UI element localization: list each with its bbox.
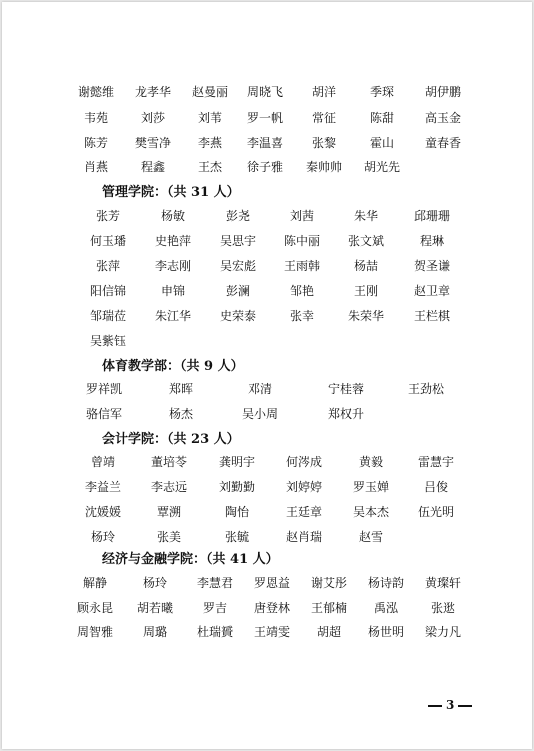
person-name: 罗吉: [202, 601, 228, 615]
person-name: 黄璨轩: [424, 576, 462, 590]
person-name: 刘茜: [289, 209, 315, 223]
person-name: 陈芳: [83, 136, 109, 150]
person-name: 王廷章: [285, 505, 323, 519]
person-name: 覃溯: [156, 505, 182, 519]
person-name: 张文斌: [347, 234, 385, 248]
person-name: 刘苇: [197, 111, 223, 125]
person-name: 王郁楠: [310, 601, 348, 615]
person-name: 邓清: [247, 382, 273, 396]
person-name: 吴紫钰: [89, 334, 127, 348]
person-name: 李温喜: [246, 136, 284, 150]
person-name: 胡光先: [363, 160, 401, 174]
person-name: 谢懿维: [77, 85, 115, 99]
person-name: 邱珊珊: [413, 209, 451, 223]
person-name: 史艳萍: [154, 234, 192, 248]
person-name: 吴本杰: [352, 505, 390, 519]
person-name: 程鑫: [140, 160, 166, 174]
person-name: 陶怡: [224, 505, 250, 519]
person-name: 赵曼丽: [191, 85, 229, 99]
person-name: 唐登林: [253, 601, 291, 615]
person-name: 徐子雅: [246, 160, 284, 174]
person-name: 吴思宇: [219, 234, 257, 248]
person-name: 邹艳: [289, 284, 315, 298]
person-name: 梁力凡: [424, 625, 462, 639]
person-name: 何涔成: [285, 455, 323, 469]
person-name: 伍光明: [417, 505, 455, 519]
person-name: 董培苓: [150, 455, 188, 469]
person-name: 周智雅: [76, 625, 114, 639]
person-name: 解静: [82, 576, 108, 590]
person-name: 杨诗韵: [367, 576, 405, 590]
person-name: 彭澜: [225, 284, 251, 298]
person-name: 沈媛媛: [84, 505, 122, 519]
person-name: 王刚: [353, 284, 379, 298]
person-name: 刘勤勤: [218, 480, 256, 494]
page-number: 3: [446, 698, 455, 712]
person-name: 赵肖瑞: [285, 530, 323, 544]
person-name: 彭尧: [225, 209, 251, 223]
person-name: 龙孝华: [134, 85, 172, 99]
person-name: 申锦: [160, 284, 186, 298]
person-name: 宁桂蓉: [327, 382, 365, 396]
person-name: 杨喆: [353, 259, 379, 273]
person-name: 程琳: [419, 234, 445, 248]
person-name: 顾永昆: [76, 601, 114, 615]
person-name: 季琛: [369, 85, 395, 99]
person-name: 谢艾彤: [310, 576, 348, 590]
person-name: 韦苑: [83, 111, 109, 125]
person-name: 张逖: [430, 601, 456, 615]
person-name: 王雨韩: [283, 259, 321, 273]
person-name: 杨敏: [160, 209, 186, 223]
person-name: 雷慧宇: [417, 455, 455, 469]
page-footer: [428, 698, 472, 712]
person-name: 阳信锦: [89, 284, 127, 298]
person-name: 李志远: [150, 480, 188, 494]
person-name: 王杰: [197, 160, 223, 174]
person-name: 郑权升: [327, 407, 365, 421]
section-heading: 体育教学部：（共 9 人）: [102, 359, 244, 374]
section-heading: 会计学院：（共 23 人）: [102, 432, 240, 447]
person-name: 周晓飞: [246, 85, 284, 99]
person-name: 李慧君: [196, 576, 234, 590]
person-name: 常征: [311, 111, 337, 125]
person-name: 王劲松: [407, 382, 445, 396]
person-name: 吕俊: [423, 480, 449, 494]
person-name: 刘婷婷: [285, 480, 323, 494]
person-name: 樊雪净: [134, 136, 172, 150]
person-name: 邹瑞莅: [89, 309, 127, 323]
person-name: 罗一帆: [246, 111, 284, 125]
person-name: 高玉金: [424, 111, 462, 125]
person-name: 龚明宇: [218, 455, 256, 469]
person-name: 胡洋: [311, 85, 337, 99]
person-name: 罗祥凯: [85, 382, 123, 396]
person-name: 黄毅: [358, 455, 384, 469]
person-name: 李志刚: [154, 259, 192, 273]
person-name: 周璐: [142, 625, 168, 639]
person-name: 禹泓: [373, 601, 399, 615]
person-name: 杨玲: [90, 530, 116, 544]
person-name: 赵卫章: [413, 284, 451, 298]
person-name: 李燕: [197, 136, 223, 150]
person-name: 胡超: [316, 625, 342, 639]
person-name: 张萍: [95, 259, 121, 273]
person-name: 王靖雯: [253, 625, 291, 639]
person-name: 杨世明: [367, 625, 405, 639]
person-name: 陈中丽: [283, 234, 321, 248]
person-name: 张幸: [289, 309, 315, 323]
footer-dash-right: [458, 705, 472, 707]
person-name: 何玉璠: [89, 234, 127, 248]
person-name: 郑晖: [168, 382, 194, 396]
person-name: 朱华: [353, 209, 379, 223]
person-name: 罗玉婵: [352, 480, 390, 494]
person-name: 罗恩益: [253, 576, 291, 590]
person-name: 张芳: [95, 209, 121, 223]
person-name: 吴小周: [241, 407, 279, 421]
person-name: 张黎: [311, 136, 337, 150]
person-name: 贺圣谦: [413, 259, 451, 273]
person-name: 王栏棋: [413, 309, 451, 323]
person-name: 李益兰: [84, 480, 122, 494]
person-name: 朱江华: [154, 309, 192, 323]
person-name: 杜瑞贇: [196, 625, 234, 639]
section-heading: 经济与金融学院：（共 41 人）: [102, 552, 279, 567]
person-name: 童春香: [424, 136, 462, 150]
document-page: [2, 2, 532, 749]
person-name: 刘莎: [140, 111, 166, 125]
person-name: 张美: [156, 530, 182, 544]
person-name: 肖燕: [83, 160, 109, 174]
person-name: 骆信军: [85, 407, 123, 421]
person-name: 陈甜: [369, 111, 395, 125]
person-name: 胡伊鹏: [424, 85, 462, 99]
person-name: 朱荣华: [347, 309, 385, 323]
person-name: 张毓: [224, 530, 250, 544]
person-name: 霍山: [369, 136, 395, 150]
person-name: 曾靖: [90, 455, 116, 469]
person-name: 史荣泰: [219, 309, 257, 323]
person-name: 杨玲: [142, 576, 168, 590]
person-name: 胡若曦: [136, 601, 174, 615]
person-name: 杨杰: [168, 407, 194, 421]
person-name: 赵雪: [358, 530, 384, 544]
section-heading: 管理学院：（共 31 人）: [102, 185, 240, 200]
person-name: 吴宏彪: [219, 259, 257, 273]
person-name: 秦帅帅: [305, 160, 343, 174]
footer-dash-left: [428, 705, 442, 707]
